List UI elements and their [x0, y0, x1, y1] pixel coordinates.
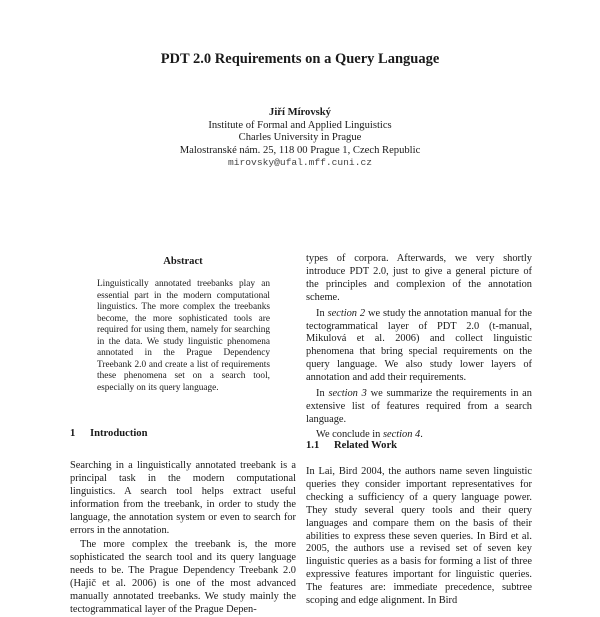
section-3-ref: section 3	[328, 388, 367, 400]
section-1-1-title: Related Work	[334, 440, 398, 451]
left-column-body	[70, 460, 296, 617]
section-1-1-heading	[306, 440, 532, 453]
author-email: mirovsky@ufal.mff.cuni.cz	[228, 157, 372, 168]
section-1-1-number: 1.1	[306, 440, 320, 451]
section-1-number: 1	[70, 428, 76, 439]
related-work-paragraph-1: In Lai, Bird 2004, the authors name seven linguistic queries they consider important representatives for checking a sufficiency of a query language power. They study several query tools and their query languages and compare them on the basis of their abilities to express these seven queries. In Bird et al. 2005, the authors use a revised set of seven key linguistic queries as a basis for forming a list of three expressive features important for linguistic queries. The features are: immediate precedence, subtree scoping and edge alignment. In Bird	[306, 466, 532, 607]
author-block	[0, 107, 600, 170]
paper-title: PDT 2.0 Requirements on a Query Language	[160, 51, 440, 67]
related-work-body	[306, 466, 532, 608]
right-paragraph-3: In section 3 we summarize the requirements in an extensive list of features required from a search language.	[306, 388, 532, 425]
section-4-ref: section 4	[382, 428, 421, 440]
intro-paragraph-1: Searching in a linguistically annotated treebank is a principal task in the modern computational linguistics. A search tool helps extract useful information from the treebank, in order to study the language, the annotation system or even to search for errors in the annotation.	[70, 460, 296, 536]
section-1-title: Introduction	[90, 428, 148, 439]
right-paragraph-4: We conclude in section 4.	[316, 428, 423, 440]
section-2-ref: section 2	[327, 307, 366, 319]
right-paragraph-2: In section 2 we study the annotation manual for the tectogrammatical layer of PDT 2.0 (t-manual, Mikulová et al. 2006) and collect linguistic phenomena that bring special requirements on the query language. We also study lower layers of annotation and add their requirements.	[306, 307, 532, 384]
author-affiliation-2: Charles University in Prague	[238, 132, 362, 143]
right-column-body	[306, 253, 532, 442]
intro-paragraph-2: The more complex the treebank is, the more sophisticated the search tool and its query language needs to be. The Prague Dependency Treebank 2.0 (Hajič et al. 2006) is one of the most advanced manually annotated treebanks. We study mainly the tectogrammatical layer of the Prague Depen-	[70, 539, 296, 615]
author-name: Jiří Mírovský	[269, 107, 331, 118]
abstract-text: Linguistically annotated treebanks play an essential part in the modern computational linguistics. The more complex the treebanks become, the more sophisticated tools are required for using them, namely for searching in the data. We study linguistic phenomena annotated in the Prague Dependency Treebank 2.0 and create a list of requirements these phenomena set on a search tool, especially on its query language.	[97, 279, 270, 393]
abstract-heading: Abstract	[163, 256, 203, 267]
author-address: Malostranské nám. 25, 118 00 Prague 1, Czech Republic	[179, 144, 421, 156]
author-affiliation-1: Institute of Formal and Applied Linguistics	[208, 119, 392, 131]
right-paragraph-1: types of corpora. Afterwards, we very shortly introduce PDT 2.0, just to give a general picture of the principles and complexion of the annotation scheme.	[306, 253, 532, 303]
section-1-heading	[70, 428, 296, 441]
